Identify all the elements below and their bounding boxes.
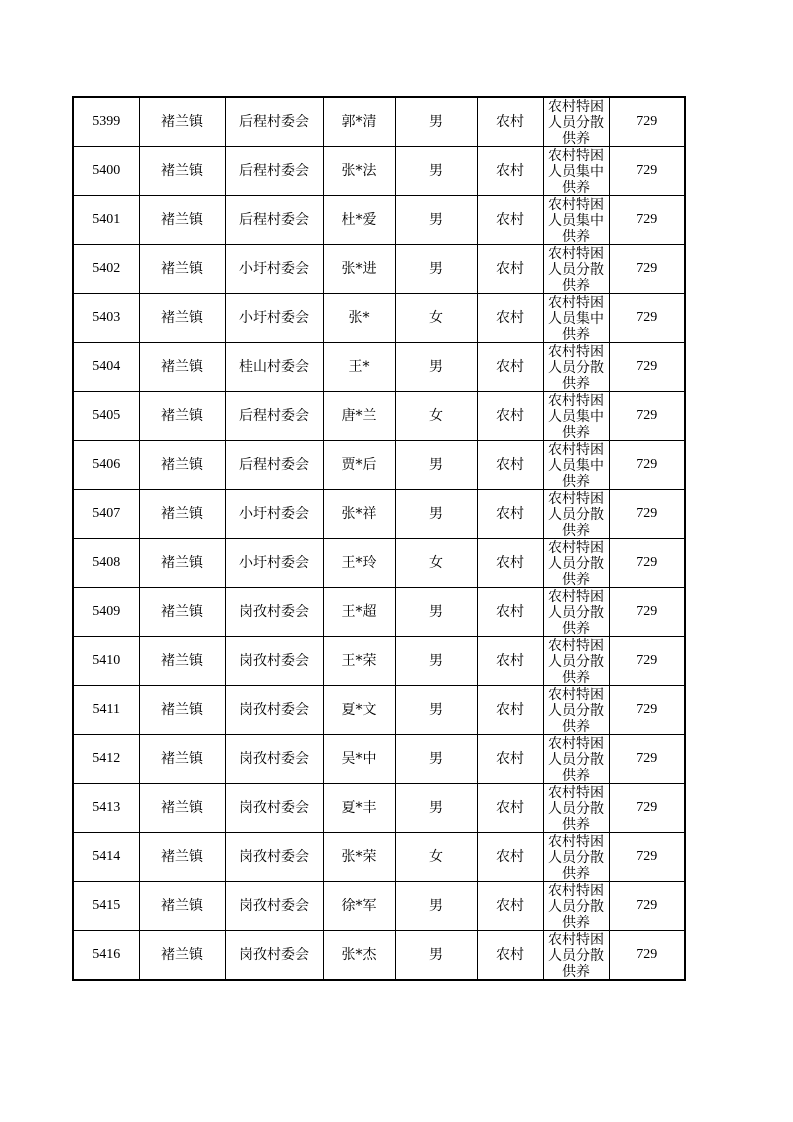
cell-id: 5410: [73, 637, 139, 686]
cell-village: 岗孜村委会: [225, 931, 323, 981]
cell-id: 5406: [73, 441, 139, 490]
cell-category: [543, 245, 609, 294]
cell-residence: 农村: [477, 147, 543, 196]
cell-amount: 729: [609, 637, 685, 686]
cell-name: 王*: [323, 343, 395, 392]
cell-gender: 男: [395, 97, 477, 147]
cell-name: 王*超: [323, 588, 395, 637]
cell-amount: 729: [609, 735, 685, 784]
cell-category: [543, 931, 609, 981]
cell-town: 褚兰镇: [139, 441, 225, 490]
cell-id: 5411: [73, 686, 139, 735]
cell-town: 褚兰镇: [139, 97, 225, 147]
cell-category: [543, 147, 609, 196]
cell-id: 5399: [73, 97, 139, 147]
cell-name: 张*: [323, 294, 395, 343]
cell-category-text: 农村特困人员集中供养: [548, 295, 604, 342]
cell-category-text: 农村特困人员集中供养: [548, 442, 604, 489]
cell-town: 褚兰镇: [139, 147, 225, 196]
cell-id: 5400: [73, 147, 139, 196]
cell-name: 贾*后: [323, 441, 395, 490]
cell-gender: 男: [395, 441, 477, 490]
cell-residence: 农村: [477, 539, 543, 588]
cell-village: 岗孜村委会: [225, 833, 323, 882]
cell-village: 岗孜村委会: [225, 735, 323, 784]
cell-category-text: 农村特困人员分散供养: [548, 246, 604, 293]
cell-id: 5403: [73, 294, 139, 343]
cell-village: 后程村委会: [225, 97, 323, 147]
cell-category-text: 农村特困人员分散供养: [548, 540, 604, 587]
cell-name: 夏*文: [323, 686, 395, 735]
table-row: [73, 196, 685, 245]
cell-residence: 农村: [477, 588, 543, 637]
cell-name: 张*杰: [323, 931, 395, 981]
cell-category-text: 农村特困人员分散供养: [548, 736, 604, 783]
cell-category-text: 农村特困人员集中供养: [548, 393, 604, 440]
cell-id: 5416: [73, 931, 139, 981]
cell-category: [543, 833, 609, 882]
cell-village: 小圩村委会: [225, 539, 323, 588]
cell-category-text: 农村特困人员集中供养: [548, 197, 604, 244]
cell-village: 小圩村委会: [225, 294, 323, 343]
table-row: [73, 784, 685, 833]
cell-town: 褚兰镇: [139, 637, 225, 686]
cell-village: 岗孜村委会: [225, 588, 323, 637]
cell-amount: 729: [609, 686, 685, 735]
table-row: [73, 97, 685, 147]
cell-name: 郭*清: [323, 97, 395, 147]
cell-residence: 农村: [477, 784, 543, 833]
cell-gender: 男: [395, 588, 477, 637]
cell-town: 褚兰镇: [139, 931, 225, 981]
cell-gender: 男: [395, 343, 477, 392]
cell-town: 褚兰镇: [139, 196, 225, 245]
document-page: [72, 96, 684, 981]
cell-gender: 男: [395, 196, 477, 245]
cell-amount: 729: [609, 882, 685, 931]
cell-name: 张*法: [323, 147, 395, 196]
cell-category-text: 农村特困人员集中供养: [548, 148, 604, 195]
cell-amount: 729: [609, 441, 685, 490]
cell-category: [543, 343, 609, 392]
cell-id: 5414: [73, 833, 139, 882]
cell-name: 杜*爱: [323, 196, 395, 245]
cell-amount: 729: [609, 539, 685, 588]
cell-id: 5408: [73, 539, 139, 588]
cell-gender: 男: [395, 637, 477, 686]
cell-residence: 农村: [477, 294, 543, 343]
cell-amount: 729: [609, 931, 685, 981]
cell-gender: 女: [395, 833, 477, 882]
cell-id: 5412: [73, 735, 139, 784]
cell-name: 王*荣: [323, 637, 395, 686]
cell-residence: 农村: [477, 245, 543, 294]
cell-category-text: 农村特困人员分散供养: [548, 589, 604, 636]
cell-category: [543, 637, 609, 686]
table-row: [73, 147, 685, 196]
cell-category-text: 农村特困人员分散供养: [548, 491, 604, 538]
cell-name: 张*进: [323, 245, 395, 294]
cell-amount: 729: [609, 294, 685, 343]
cell-category-text: 农村特困人员分散供养: [548, 785, 604, 832]
cell-residence: 农村: [477, 882, 543, 931]
cell-town: 褚兰镇: [139, 686, 225, 735]
table-row: [73, 637, 685, 686]
cell-amount: 729: [609, 784, 685, 833]
cell-residence: 农村: [477, 97, 543, 147]
cell-category: [543, 784, 609, 833]
cell-gender: 男: [395, 245, 477, 294]
cell-amount: 729: [609, 196, 685, 245]
cell-name: 王*玲: [323, 539, 395, 588]
cell-id: 5415: [73, 882, 139, 931]
cell-category-text: 农村特困人员分散供养: [548, 638, 604, 685]
cell-village: 后程村委会: [225, 392, 323, 441]
cell-residence: 农村: [477, 196, 543, 245]
cell-amount: 729: [609, 147, 685, 196]
table-row: [73, 882, 685, 931]
cell-category: [543, 588, 609, 637]
cell-name: 吴*中: [323, 735, 395, 784]
cell-village: 岗孜村委会: [225, 637, 323, 686]
cell-village: 小圩村委会: [225, 490, 323, 539]
cell-name: 徐*军: [323, 882, 395, 931]
cell-gender: 男: [395, 490, 477, 539]
cell-category-text: 农村特困人员分散供养: [548, 883, 604, 930]
cell-village: 后程村委会: [225, 147, 323, 196]
table-row: [73, 245, 685, 294]
table-row: [73, 931, 685, 981]
table-row: [73, 686, 685, 735]
cell-amount: 729: [609, 588, 685, 637]
cell-village: 岗孜村委会: [225, 686, 323, 735]
cell-village: 岗孜村委会: [225, 784, 323, 833]
cell-category: [543, 882, 609, 931]
cell-town: 褚兰镇: [139, 392, 225, 441]
cell-category-text: 农村特困人员分散供养: [548, 687, 604, 734]
table-row: [73, 294, 685, 343]
cell-category: [543, 97, 609, 147]
cell-town: 褚兰镇: [139, 490, 225, 539]
cell-town: 褚兰镇: [139, 833, 225, 882]
cell-town: 褚兰镇: [139, 343, 225, 392]
cell-amount: 729: [609, 833, 685, 882]
cell-town: 褚兰镇: [139, 735, 225, 784]
cell-amount: 729: [609, 97, 685, 147]
cell-category: [543, 441, 609, 490]
cell-name: 张*祥: [323, 490, 395, 539]
cell-gender: 女: [395, 392, 477, 441]
cell-id: 5409: [73, 588, 139, 637]
cell-category: [543, 196, 609, 245]
cell-town: 褚兰镇: [139, 588, 225, 637]
cell-town: 褚兰镇: [139, 294, 225, 343]
cell-town: 褚兰镇: [139, 784, 225, 833]
cell-residence: 农村: [477, 686, 543, 735]
cell-amount: 729: [609, 343, 685, 392]
records-table: [72, 96, 686, 981]
cell-id: 5402: [73, 245, 139, 294]
cell-gender: 男: [395, 784, 477, 833]
cell-id: 5404: [73, 343, 139, 392]
cell-gender: 女: [395, 294, 477, 343]
cell-town: 褚兰镇: [139, 539, 225, 588]
cell-village: 岗孜村委会: [225, 882, 323, 931]
cell-category-text: 农村特困人员分散供养: [548, 344, 604, 391]
table-row: [73, 392, 685, 441]
cell-name: 唐*兰: [323, 392, 395, 441]
cell-gender: 女: [395, 539, 477, 588]
cell-gender: 男: [395, 735, 477, 784]
cell-residence: 农村: [477, 441, 543, 490]
cell-village: 小圩村委会: [225, 245, 323, 294]
table-row: [73, 539, 685, 588]
cell-town: 褚兰镇: [139, 245, 225, 294]
cell-id: 5405: [73, 392, 139, 441]
cell-residence: 农村: [477, 833, 543, 882]
table-row: [73, 441, 685, 490]
cell-category: [543, 490, 609, 539]
cell-gender: 男: [395, 931, 477, 981]
table-row: [73, 343, 685, 392]
cell-village: 后程村委会: [225, 441, 323, 490]
cell-residence: 农村: [477, 392, 543, 441]
cell-category-text: 农村特困人员分散供养: [548, 99, 604, 146]
cell-gender: 男: [395, 147, 477, 196]
cell-id: 5407: [73, 490, 139, 539]
cell-amount: 729: [609, 392, 685, 441]
table-row: [73, 588, 685, 637]
cell-amount: 729: [609, 245, 685, 294]
cell-amount: 729: [609, 490, 685, 539]
cell-gender: 男: [395, 882, 477, 931]
cell-name: 张*荣: [323, 833, 395, 882]
cell-residence: 农村: [477, 637, 543, 686]
cell-name: 夏*丰: [323, 784, 395, 833]
cell-category: [543, 686, 609, 735]
cell-category: [543, 392, 609, 441]
cell-category-text: 农村特困人员分散供养: [548, 834, 604, 881]
cell-id: 5401: [73, 196, 139, 245]
cell-residence: 农村: [477, 490, 543, 539]
cell-village: 后程村委会: [225, 196, 323, 245]
table-body: [73, 97, 685, 980]
cell-residence: 农村: [477, 735, 543, 784]
cell-category: [543, 735, 609, 784]
cell-id: 5413: [73, 784, 139, 833]
cell-village: 桂山村委会: [225, 343, 323, 392]
table-row: [73, 833, 685, 882]
cell-town: 褚兰镇: [139, 882, 225, 931]
table-row: [73, 490, 685, 539]
table-row: [73, 735, 685, 784]
cell-category-text: 农村特困人员分散供养: [548, 932, 604, 979]
cell-residence: 农村: [477, 343, 543, 392]
cell-category: [543, 539, 609, 588]
cell-residence: 农村: [477, 931, 543, 981]
cell-gender: 男: [395, 686, 477, 735]
cell-category: [543, 294, 609, 343]
